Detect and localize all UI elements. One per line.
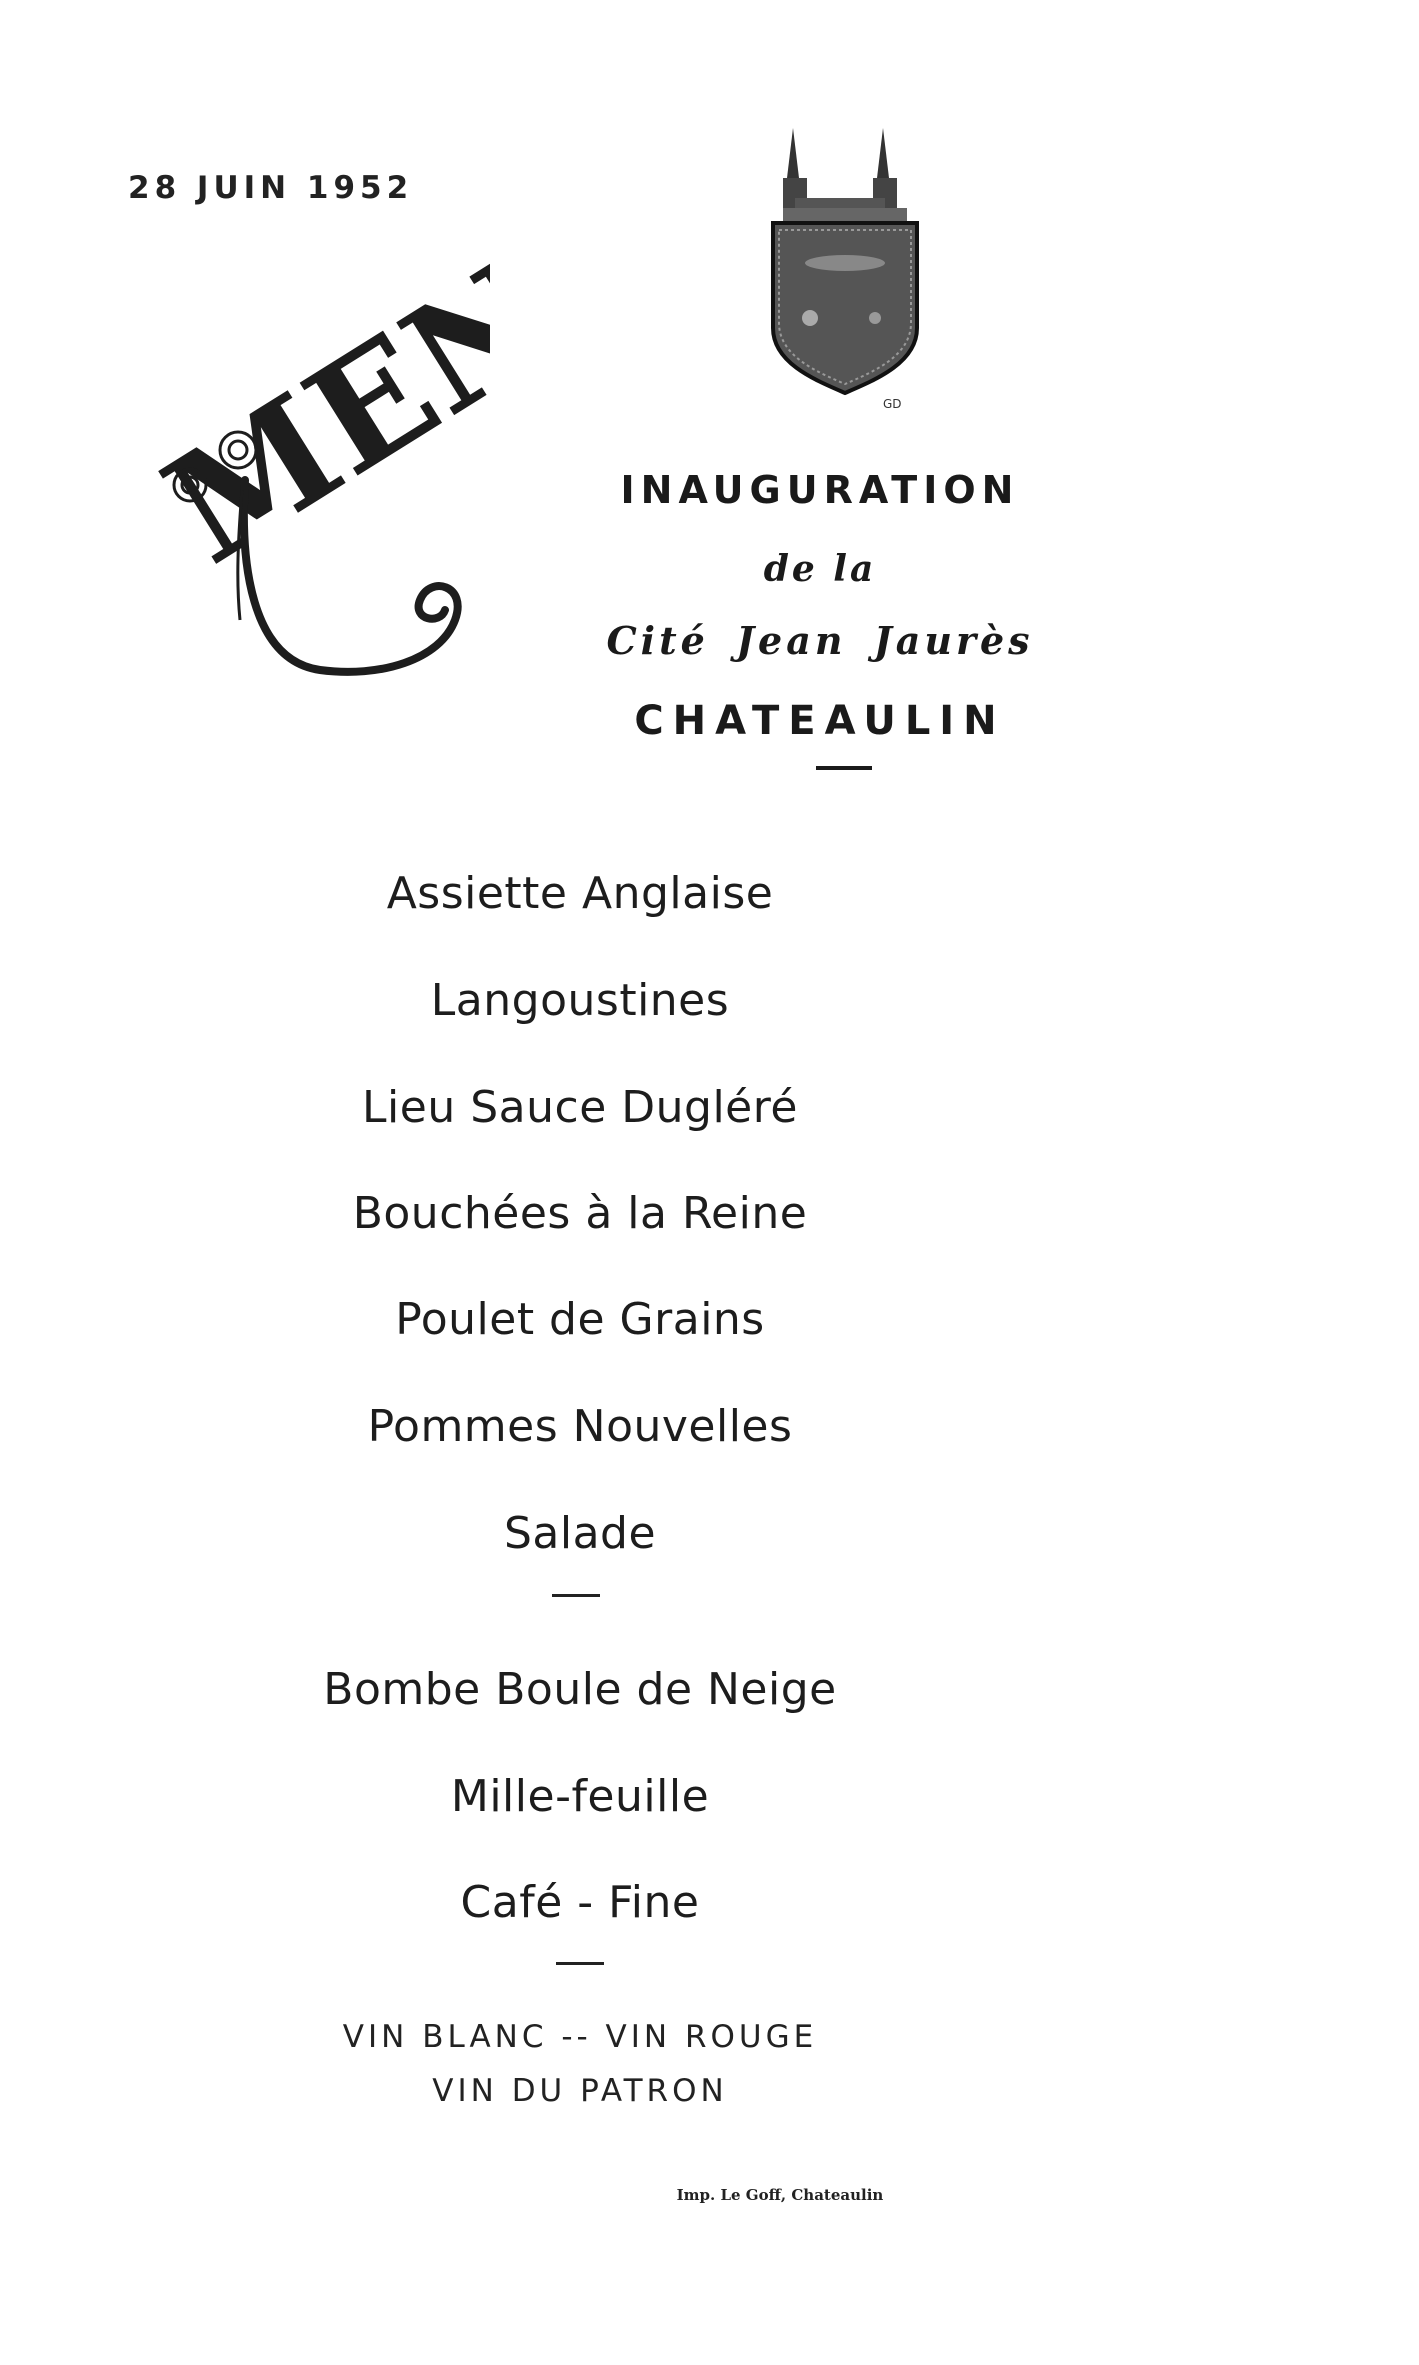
course-item: Langoustines	[430, 975, 730, 1026]
menu-date: 28 JUIN 1952	[128, 170, 414, 206]
heading-cite: Cité Jean Jaurès	[606, 618, 1034, 663]
heading-inauguration: INAUGURATION	[620, 468, 1020, 512]
coat-of-arms-icon	[765, 118, 925, 418]
dessert-item: Café - Fine	[460, 1877, 700, 1928]
menu-title-ornament	[150, 240, 490, 700]
course-item: Lieu Sauce Dugléré	[362, 1082, 798, 1133]
wine-line: VIN BLANC -- VIN ROUGE	[342, 2019, 818, 2055]
wine-line: VIN DU PATRON	[432, 2073, 728, 2109]
svg-text:GD: GD	[883, 397, 902, 411]
printer-imprint: Imp. Le Goff, Chateaulin	[676, 2186, 884, 2204]
header-separator	[816, 766, 872, 770]
course-item: Pommes Nouvelles	[367, 1401, 793, 1452]
menu-title-text: MENU	[150, 240, 490, 598]
heading-de-la: de la	[763, 548, 877, 590]
course-separator	[552, 1594, 600, 1597]
course-item: Salade	[503, 1508, 657, 1559]
course-item: Poulet de Grains	[395, 1294, 765, 1345]
course-item: Bouchées à la Reine	[352, 1188, 808, 1239]
dessert-item: Bombe Boule de Neige	[323, 1664, 837, 1715]
heading-town: CHATEAULIN	[634, 698, 1006, 744]
dessert-item: Mille-feuille	[450, 1771, 710, 1822]
dessert-separator	[556, 1962, 604, 1965]
course-item: Assiette Anglaise	[386, 868, 774, 919]
